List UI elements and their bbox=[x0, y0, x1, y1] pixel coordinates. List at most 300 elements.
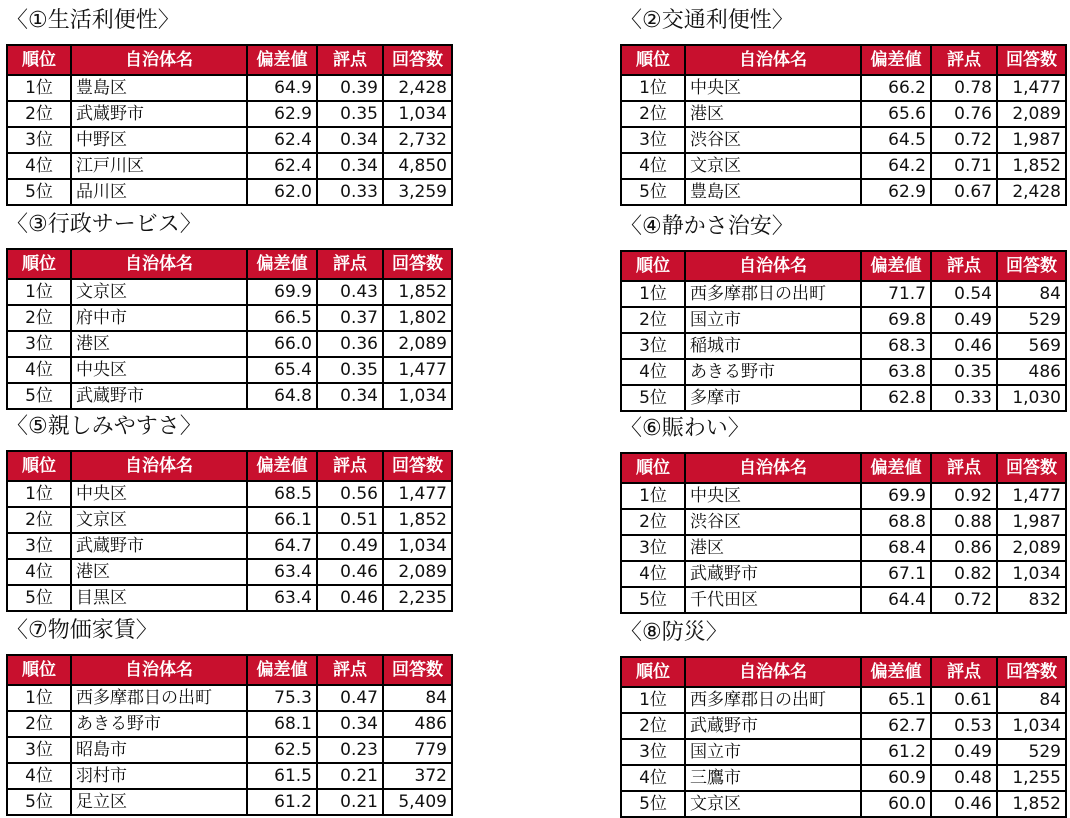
cell-name: 中央区 bbox=[685, 483, 861, 509]
cell-count: 2,089 bbox=[383, 331, 452, 357]
cell-name: あきる野市 bbox=[71, 711, 247, 737]
cell-deviation: 60.9 bbox=[861, 765, 931, 791]
cell-score: 0.67 bbox=[931, 179, 997, 205]
cell-count: 569 bbox=[997, 333, 1066, 359]
cell-rank: 5位 bbox=[621, 587, 685, 613]
cell-count: 2,732 bbox=[383, 127, 452, 153]
cell-name: 武蔵野市 bbox=[685, 713, 861, 739]
cell-rank: 1位 bbox=[621, 75, 685, 101]
ranking-table bbox=[6, 248, 453, 410]
cell-score: 0.48 bbox=[931, 765, 997, 791]
cell-rank: 4位 bbox=[7, 153, 71, 179]
cell-count: 1,987 bbox=[997, 127, 1066, 153]
section-title: 〈⑤親しみやすさ〉 bbox=[6, 414, 202, 439]
cell-score: 0.78 bbox=[931, 75, 997, 101]
cell-deviation: 64.2 bbox=[861, 153, 931, 179]
cell-rank: 1位 bbox=[621, 687, 685, 713]
table-row bbox=[621, 153, 1066, 179]
cell-name: 中野区 bbox=[71, 127, 247, 153]
cell-rank: 2位 bbox=[7, 711, 71, 737]
cell-name: 武蔵野市 bbox=[71, 533, 247, 559]
header-score: 評点 bbox=[317, 451, 383, 481]
table-row bbox=[7, 127, 452, 153]
cell-count: 529 bbox=[997, 739, 1066, 765]
header-count: 回答数 bbox=[997, 657, 1066, 687]
table-row bbox=[7, 559, 452, 585]
cell-rank: 3位 bbox=[621, 739, 685, 765]
table-row bbox=[621, 75, 1066, 101]
cell-count: 84 bbox=[997, 687, 1066, 713]
table-header-row bbox=[621, 657, 1066, 687]
section-title: 〈①生活利便性〉 bbox=[6, 8, 180, 33]
cell-score: 0.34 bbox=[317, 127, 383, 153]
cell-deviation: 62.9 bbox=[247, 101, 317, 127]
cell-deviation: 62.5 bbox=[247, 737, 317, 763]
section-title: 〈⑥賑わい〉 bbox=[620, 416, 750, 441]
table-header-row bbox=[621, 453, 1066, 483]
ranking-table bbox=[6, 450, 453, 612]
header-municipality: 自治体名 bbox=[685, 657, 861, 687]
cell-deviation: 64.8 bbox=[247, 383, 317, 409]
table-header-row bbox=[621, 45, 1066, 75]
header-rank: 順位 bbox=[621, 657, 685, 687]
cell-rank: 4位 bbox=[621, 153, 685, 179]
cell-score: 0.46 bbox=[317, 585, 383, 611]
table-row bbox=[621, 509, 1066, 535]
cell-deviation: 62.7 bbox=[861, 713, 931, 739]
section-title: 〈⑦物価家賃〉 bbox=[6, 618, 158, 643]
cell-name: 西多摩郡日の出町 bbox=[685, 687, 861, 713]
cell-score: 0.34 bbox=[317, 153, 383, 179]
table-row bbox=[7, 533, 452, 559]
cell-count: 1,852 bbox=[997, 791, 1066, 817]
cell-deviation: 63.4 bbox=[247, 559, 317, 585]
cell-rank: 4位 bbox=[7, 559, 71, 585]
cell-score: 0.76 bbox=[931, 101, 997, 127]
ranking-table bbox=[620, 250, 1067, 412]
cell-deviation: 63.4 bbox=[247, 585, 317, 611]
table-row bbox=[621, 483, 1066, 509]
cell-rank: 5位 bbox=[7, 789, 71, 815]
cell-count: 1,477 bbox=[997, 483, 1066, 509]
table-row bbox=[621, 713, 1066, 739]
cell-rank: 2位 bbox=[621, 307, 685, 333]
header-score: 評点 bbox=[931, 45, 997, 75]
header-count: 回答数 bbox=[997, 45, 1066, 75]
cell-score: 0.61 bbox=[931, 687, 997, 713]
cell-count: 1,030 bbox=[997, 385, 1066, 411]
header-count: 回答数 bbox=[383, 655, 452, 685]
cell-deviation: 66.5 bbox=[247, 305, 317, 331]
header-deviation: 偏差値 bbox=[247, 249, 317, 279]
cell-score: 0.35 bbox=[317, 101, 383, 127]
header-score: 評点 bbox=[317, 249, 383, 279]
cell-deviation: 66.0 bbox=[247, 331, 317, 357]
cell-name: 渋谷区 bbox=[685, 127, 861, 153]
cell-score: 0.46 bbox=[931, 791, 997, 817]
cell-rank: 2位 bbox=[7, 101, 71, 127]
cell-score: 0.46 bbox=[931, 333, 997, 359]
table-row bbox=[621, 687, 1066, 713]
cell-score: 0.21 bbox=[317, 763, 383, 789]
cell-deviation: 66.2 bbox=[861, 75, 931, 101]
cell-name: 中央区 bbox=[71, 481, 247, 507]
cell-score: 0.53 bbox=[931, 713, 997, 739]
cell-score: 0.72 bbox=[931, 127, 997, 153]
header-municipality: 自治体名 bbox=[71, 451, 247, 481]
cell-deviation: 61.2 bbox=[861, 739, 931, 765]
cell-name: あきる野市 bbox=[685, 359, 861, 385]
table-header-row bbox=[7, 249, 452, 279]
table-row bbox=[621, 333, 1066, 359]
cell-score: 0.46 bbox=[317, 559, 383, 585]
cell-count: 2,089 bbox=[383, 559, 452, 585]
cell-count: 2,428 bbox=[997, 179, 1066, 205]
cell-rank: 1位 bbox=[7, 279, 71, 305]
cell-rank: 5位 bbox=[7, 179, 71, 205]
cell-deviation: 60.0 bbox=[861, 791, 931, 817]
cell-count: 1,852 bbox=[383, 279, 452, 305]
cell-count: 486 bbox=[383, 711, 452, 737]
cell-deviation: 69.9 bbox=[247, 279, 317, 305]
cell-name: 稲城市 bbox=[685, 333, 861, 359]
header-rank: 順位 bbox=[7, 451, 71, 481]
header-rank: 順位 bbox=[621, 45, 685, 75]
cell-count: 372 bbox=[383, 763, 452, 789]
cell-score: 0.23 bbox=[317, 737, 383, 763]
cell-name: 府中市 bbox=[71, 305, 247, 331]
ranking-table bbox=[6, 654, 453, 816]
cell-score: 0.21 bbox=[317, 789, 383, 815]
cell-count: 1,477 bbox=[997, 75, 1066, 101]
cell-name: 中央区 bbox=[685, 75, 861, 101]
ranking-table bbox=[620, 44, 1067, 206]
table-header-row bbox=[621, 251, 1066, 281]
cell-deviation: 62.9 bbox=[861, 179, 931, 205]
cell-rank: 3位 bbox=[621, 535, 685, 561]
header-deviation: 偏差値 bbox=[247, 655, 317, 685]
cell-count: 1,034 bbox=[383, 533, 452, 559]
cell-score: 0.39 bbox=[317, 75, 383, 101]
cell-name: 文京区 bbox=[685, 791, 861, 817]
cell-count: 2,089 bbox=[997, 101, 1066, 127]
cell-deviation: 71.7 bbox=[861, 281, 931, 307]
table-header-row bbox=[7, 451, 452, 481]
cell-rank: 3位 bbox=[7, 127, 71, 153]
cell-deviation: 62.4 bbox=[247, 127, 317, 153]
cell-name: 昭島市 bbox=[71, 737, 247, 763]
table-row bbox=[621, 791, 1066, 817]
table-row bbox=[7, 789, 452, 815]
cell-score: 0.36 bbox=[317, 331, 383, 357]
cell-name: 武蔵野市 bbox=[71, 383, 247, 409]
cell-count: 1,034 bbox=[997, 561, 1066, 587]
header-municipality: 自治体名 bbox=[71, 249, 247, 279]
cell-rank: 5位 bbox=[7, 383, 71, 409]
cell-score: 0.92 bbox=[931, 483, 997, 509]
cell-name: 目黒区 bbox=[71, 585, 247, 611]
table-row bbox=[7, 481, 452, 507]
header-score: 評点 bbox=[317, 45, 383, 75]
cell-score: 0.72 bbox=[931, 587, 997, 613]
cell-count: 84 bbox=[383, 685, 452, 711]
cell-name: 中央区 bbox=[71, 357, 247, 383]
section-title: 〈⑧防災〉 bbox=[620, 620, 728, 645]
table-row bbox=[7, 279, 452, 305]
cell-name: 渋谷区 bbox=[685, 509, 861, 535]
cell-score: 0.47 bbox=[317, 685, 383, 711]
cell-score: 0.49 bbox=[931, 739, 997, 765]
cell-name: 港区 bbox=[685, 535, 861, 561]
cell-count: 486 bbox=[997, 359, 1066, 385]
table-row bbox=[7, 305, 452, 331]
cell-count: 2,235 bbox=[383, 585, 452, 611]
cell-score: 0.33 bbox=[317, 179, 383, 205]
ranking-table bbox=[6, 44, 453, 206]
table-row bbox=[7, 331, 452, 357]
cell-rank: 3位 bbox=[7, 737, 71, 763]
cell-rank: 4位 bbox=[621, 561, 685, 587]
table-row bbox=[621, 535, 1066, 561]
cell-count: 1,852 bbox=[383, 507, 452, 533]
cell-deviation: 66.1 bbox=[247, 507, 317, 533]
cell-rank: 3位 bbox=[621, 127, 685, 153]
cell-deviation: 63.8 bbox=[861, 359, 931, 385]
cell-count: 4,850 bbox=[383, 153, 452, 179]
cell-count: 1,802 bbox=[383, 305, 452, 331]
cell-rank: 1位 bbox=[7, 75, 71, 101]
cell-rank: 2位 bbox=[621, 713, 685, 739]
cell-deviation: 62.8 bbox=[861, 385, 931, 411]
header-rank: 順位 bbox=[7, 249, 71, 279]
cell-score: 0.51 bbox=[317, 507, 383, 533]
header-deviation: 偏差値 bbox=[861, 453, 931, 483]
cell-rank: 1位 bbox=[621, 281, 685, 307]
cell-deviation: 69.9 bbox=[861, 483, 931, 509]
table-header-row bbox=[7, 655, 452, 685]
header-municipality: 自治体名 bbox=[685, 453, 861, 483]
cell-score: 0.33 bbox=[931, 385, 997, 411]
cell-name: 西多摩郡日の出町 bbox=[685, 281, 861, 307]
header-count: 回答数 bbox=[383, 45, 452, 75]
cell-rank: 3位 bbox=[621, 333, 685, 359]
cell-deviation: 65.6 bbox=[861, 101, 931, 127]
cell-count: 2,089 bbox=[997, 535, 1066, 561]
cell-rank: 4位 bbox=[621, 765, 685, 791]
table-row bbox=[7, 101, 452, 127]
cell-name: 港区 bbox=[71, 559, 247, 585]
cell-rank: 2位 bbox=[621, 509, 685, 535]
header-rank: 順位 bbox=[621, 453, 685, 483]
cell-score: 0.54 bbox=[931, 281, 997, 307]
cell-rank: 2位 bbox=[7, 507, 71, 533]
cell-deviation: 61.2 bbox=[247, 789, 317, 815]
cell-score: 0.37 bbox=[317, 305, 383, 331]
table-row bbox=[7, 153, 452, 179]
cell-name: 港区 bbox=[71, 331, 247, 357]
cell-deviation: 68.4 bbox=[861, 535, 931, 561]
table-row bbox=[7, 585, 452, 611]
cell-rank: 5位 bbox=[621, 791, 685, 817]
cell-score: 0.71 bbox=[931, 153, 997, 179]
cell-rank: 2位 bbox=[7, 305, 71, 331]
section-title: 〈②交通利便性〉 bbox=[620, 8, 794, 33]
header-municipality: 自治体名 bbox=[71, 655, 247, 685]
cell-deviation: 68.5 bbox=[247, 481, 317, 507]
table-header-row bbox=[7, 45, 452, 75]
cell-deviation: 69.8 bbox=[861, 307, 931, 333]
cell-deviation: 64.4 bbox=[861, 587, 931, 613]
cell-rank: 3位 bbox=[7, 331, 71, 357]
header-count: 回答数 bbox=[997, 453, 1066, 483]
table-row bbox=[7, 179, 452, 205]
header-count: 回答数 bbox=[383, 249, 452, 279]
header-rank: 順位 bbox=[621, 251, 685, 281]
table-row bbox=[7, 685, 452, 711]
cell-score: 0.49 bbox=[317, 533, 383, 559]
cell-name: 文京区 bbox=[71, 279, 247, 305]
table-row bbox=[7, 737, 452, 763]
cell-name: 文京区 bbox=[71, 507, 247, 533]
table-row bbox=[7, 383, 452, 409]
table-row bbox=[621, 359, 1066, 385]
table-row bbox=[7, 507, 452, 533]
table-row bbox=[621, 739, 1066, 765]
cell-deviation: 75.3 bbox=[247, 685, 317, 711]
cell-name: 豊島区 bbox=[685, 179, 861, 205]
table-row bbox=[621, 179, 1066, 205]
ranking-table bbox=[620, 656, 1067, 818]
cell-score: 0.86 bbox=[931, 535, 997, 561]
cell-rank: 1位 bbox=[621, 483, 685, 509]
cell-name: 文京区 bbox=[685, 153, 861, 179]
cell-deviation: 61.5 bbox=[247, 763, 317, 789]
header-score: 評点 bbox=[931, 251, 997, 281]
cell-rank: 4位 bbox=[621, 359, 685, 385]
cell-count: 1,255 bbox=[997, 765, 1066, 791]
table-row bbox=[7, 75, 452, 101]
cell-score: 0.56 bbox=[317, 481, 383, 507]
table-row bbox=[7, 357, 452, 383]
cell-deviation: 62.4 bbox=[247, 153, 317, 179]
cell-rank: 4位 bbox=[7, 763, 71, 789]
ranking-table bbox=[620, 452, 1067, 614]
cell-deviation: 62.0 bbox=[247, 179, 317, 205]
cell-count: 1,477 bbox=[383, 357, 452, 383]
header-municipality: 自治体名 bbox=[71, 45, 247, 75]
header-rank: 順位 bbox=[7, 45, 71, 75]
cell-rank: 4位 bbox=[7, 357, 71, 383]
cell-rank: 1位 bbox=[7, 685, 71, 711]
cell-name: 武蔵野市 bbox=[685, 561, 861, 587]
cell-score: 0.34 bbox=[317, 383, 383, 409]
cell-score: 0.35 bbox=[931, 359, 997, 385]
cell-deviation: 64.9 bbox=[247, 75, 317, 101]
cell-count: 779 bbox=[383, 737, 452, 763]
header-count: 回答数 bbox=[997, 251, 1066, 281]
cell-score: 0.34 bbox=[317, 711, 383, 737]
cell-count: 529 bbox=[997, 307, 1066, 333]
cell-deviation: 65.1 bbox=[861, 687, 931, 713]
cell-count: 1,034 bbox=[997, 713, 1066, 739]
cell-deviation: 65.4 bbox=[247, 357, 317, 383]
table-row bbox=[621, 307, 1066, 333]
header-deviation: 偏差値 bbox=[861, 45, 931, 75]
header-deviation: 偏差値 bbox=[247, 45, 317, 75]
table-row bbox=[621, 281, 1066, 307]
cell-score: 0.35 bbox=[317, 357, 383, 383]
header-score: 評点 bbox=[317, 655, 383, 685]
cell-deviation: 68.1 bbox=[247, 711, 317, 737]
cell-name: 国立市 bbox=[685, 739, 861, 765]
header-count: 回答数 bbox=[383, 451, 452, 481]
cell-name: 江戸川区 bbox=[71, 153, 247, 179]
table-row bbox=[7, 763, 452, 789]
section-title: 〈④静かさ治安〉 bbox=[620, 214, 794, 239]
cell-score: 0.49 bbox=[931, 307, 997, 333]
cell-name: 武蔵野市 bbox=[71, 101, 247, 127]
header-municipality: 自治体名 bbox=[685, 45, 861, 75]
cell-rank: 5位 bbox=[621, 385, 685, 411]
cell-count: 1,987 bbox=[997, 509, 1066, 535]
cell-name: 千代田区 bbox=[685, 587, 861, 613]
cell-score: 0.82 bbox=[931, 561, 997, 587]
cell-count: 832 bbox=[997, 587, 1066, 613]
header-score: 評点 bbox=[931, 453, 997, 483]
cell-name: 三鷹市 bbox=[685, 765, 861, 791]
cell-name: 港区 bbox=[685, 101, 861, 127]
cell-count: 84 bbox=[997, 281, 1066, 307]
cell-rank: 5位 bbox=[621, 179, 685, 205]
cell-score: 0.43 bbox=[317, 279, 383, 305]
cell-name: 西多摩郡日の出町 bbox=[71, 685, 247, 711]
table-row bbox=[621, 587, 1066, 613]
cell-count: 2,428 bbox=[383, 75, 452, 101]
cell-count: 1,034 bbox=[383, 101, 452, 127]
header-score: 評点 bbox=[931, 657, 997, 687]
cell-name: 多摩市 bbox=[685, 385, 861, 411]
cell-deviation: 67.1 bbox=[861, 561, 931, 587]
cell-count: 3,259 bbox=[383, 179, 452, 205]
cell-name: 品川区 bbox=[71, 179, 247, 205]
table-row bbox=[621, 561, 1066, 587]
cell-rank: 3位 bbox=[7, 533, 71, 559]
table-row bbox=[621, 385, 1066, 411]
cell-deviation: 64.7 bbox=[247, 533, 317, 559]
cell-count: 5,409 bbox=[383, 789, 452, 815]
header-rank: 順位 bbox=[7, 655, 71, 685]
cell-count: 1,477 bbox=[383, 481, 452, 507]
cell-deviation: 64.5 bbox=[861, 127, 931, 153]
cell-name: 羽村市 bbox=[71, 763, 247, 789]
cell-name: 豊島区 bbox=[71, 75, 247, 101]
cell-count: 1,034 bbox=[383, 383, 452, 409]
section-title: 〈③行政サービス〉 bbox=[6, 212, 202, 237]
cell-rank: 2位 bbox=[621, 101, 685, 127]
cell-name: 足立区 bbox=[71, 789, 247, 815]
table-row bbox=[7, 711, 452, 737]
table-row bbox=[621, 127, 1066, 153]
header-deviation: 偏差値 bbox=[247, 451, 317, 481]
cell-rank: 5位 bbox=[7, 585, 71, 611]
header-municipality: 自治体名 bbox=[685, 251, 861, 281]
cell-name: 国立市 bbox=[685, 307, 861, 333]
cell-count: 1,852 bbox=[997, 153, 1066, 179]
header-deviation: 偏差値 bbox=[861, 251, 931, 281]
table-row bbox=[621, 765, 1066, 791]
table-row bbox=[621, 101, 1066, 127]
cell-score: 0.88 bbox=[931, 509, 997, 535]
